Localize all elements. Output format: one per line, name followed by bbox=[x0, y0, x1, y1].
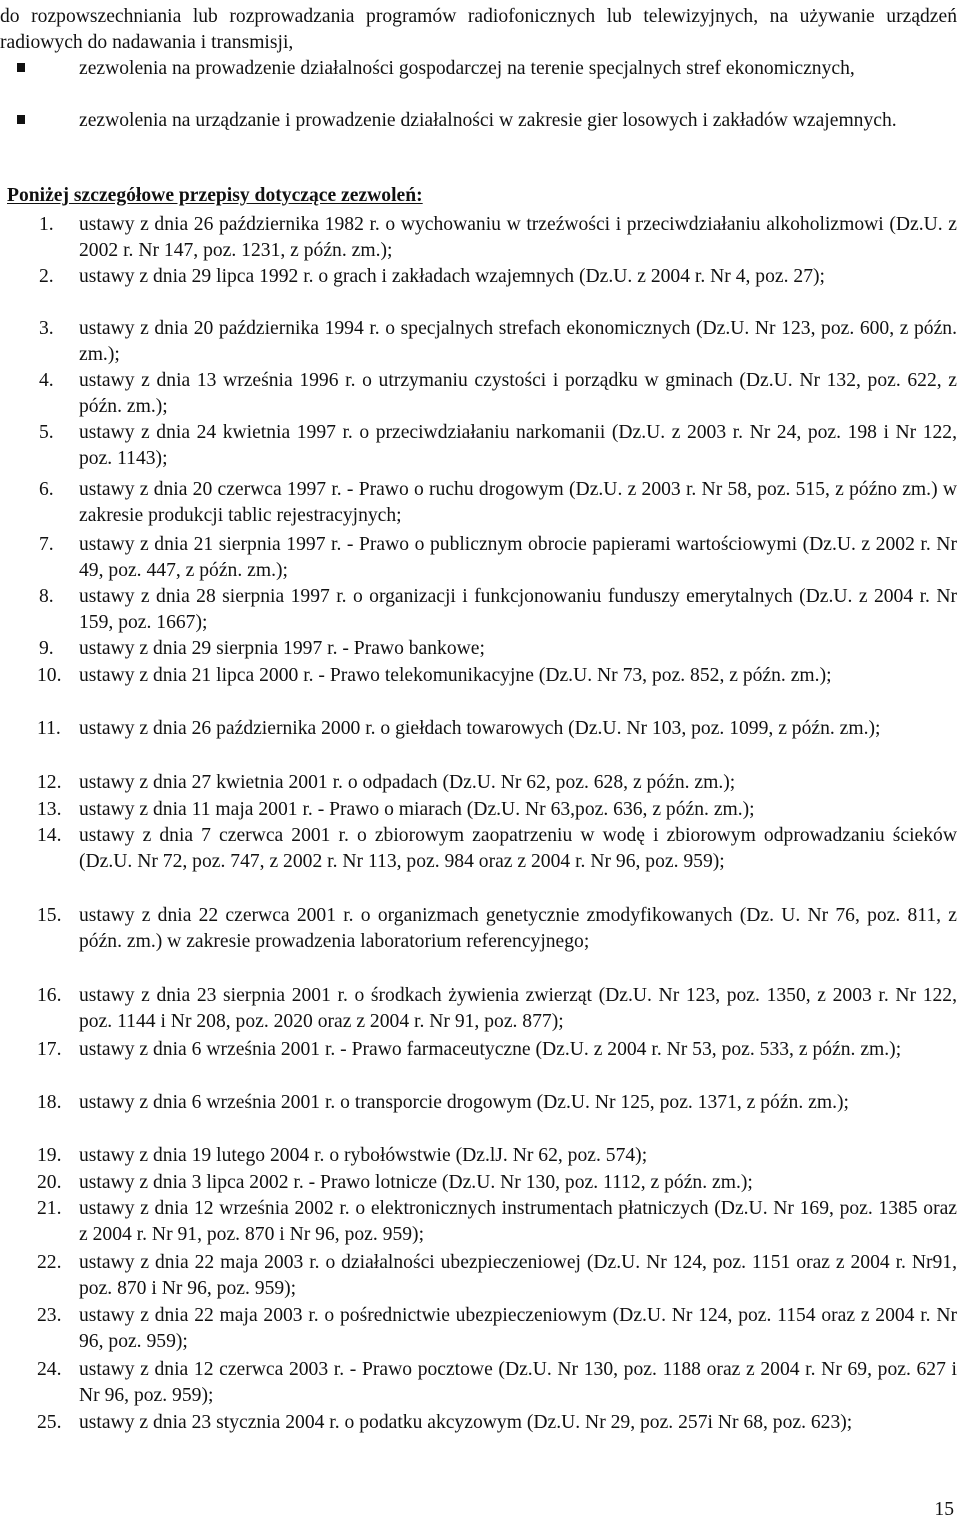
item-number: 10. bbox=[37, 665, 62, 686]
item-text: ustawy z dnia 20 czerwca 1997 r. - Prawo o ruchu drogowym (Dz.U. z 2003 r. Nr 58, poz. 515, z późno zm.) w zakresie produkcji tablic rejestracyjnych; bbox=[79, 479, 957, 526]
item-text: ustawy z dnia 22 maja 2003 r. o działalności ubezpieczeniowej (Dz.U. Nr 124, poz. 1151 oraz z 2004 r. Nr91, poz. 870 i Nr 96, poz. 959); bbox=[79, 1252, 957, 1299]
item-text: ustawy z dnia 22 maja 2003 r. o pośrednictwie ubezpieczeniowym (Dz.U. Nr 124, poz. 1154 oraz z 2004 r. Nr 96, poz. 959); bbox=[79, 1305, 957, 1352]
item-text: ustawy z dnia 22 czerwca 2001 r. o organizmach genetycznie zmodyfikowanych (Dz. U. Nr 76, poz. 811, z późn. zm.) w zakresie prowadzenia laboratorium referencyjnego; bbox=[79, 905, 957, 952]
list-item bbox=[37, 770, 957, 796]
item-text: ustawy z dnia 21 lipca 2000 r. - Prawo telekomunikacyjne (Dz.U. Nr 73, poz. 852, z późn. zm.); bbox=[79, 665, 832, 686]
item-text: ustawy z dnia 28 sierpnia 1997 r. o organizacji i funkcjonowaniu funduszy emerytalnych (Dz.U. z 2004 r. Nr 159, poz. 1667); bbox=[79, 586, 957, 633]
item-number: 16. bbox=[37, 985, 62, 1006]
item-text: ustawy z dnia 7 czerwca 2001 r. o zbiorowym zaopatrzeniu w wodę i zbiorowym odprowadzaniu ścieków (Dz.U. Nr 72, poz. 747, z 2002 r. Nr 113, poz. 984 oraz z 2004 r. Nr 96, poz. 959); bbox=[79, 825, 957, 872]
page-number: 15 bbox=[934, 1499, 954, 1520]
item-text: ustawy z dnia 24 kwietnia 1997 r. o przeciwdziałaniu narkomanii (Dz.U. z 2003 r. Nr 24, poz. 198 i Nr 122, poz. 1143); bbox=[79, 422, 957, 469]
list-item bbox=[39, 212, 957, 264]
item-number: 18. bbox=[37, 1092, 62, 1113]
item-number: 11. bbox=[37, 718, 61, 739]
bullet-item bbox=[79, 56, 957, 82]
item-number: 17. bbox=[37, 1039, 62, 1060]
item-text: ustawy z dnia 29 lipca 1992 r. o grach i zakładach wzajemnych (Dz.U. z 2004 r. Nr 4, poz. 27); bbox=[79, 266, 825, 287]
list-item bbox=[37, 903, 957, 955]
item-text: ustawy z dnia 6 września 2001 r. o transporcie drogowym (Dz.U. Nr 125, poz. 1371, z późn. zm.); bbox=[79, 1092, 849, 1113]
item-number: 12. bbox=[37, 772, 62, 793]
list-item bbox=[37, 1196, 957, 1248]
list-item bbox=[37, 1303, 957, 1355]
item-text: ustawy z dnia 19 lutego 2004 r. o rybołówstwie (Dz.lJ. Nr 62, poz. 574); bbox=[79, 1145, 648, 1166]
item-text: ustawy z dnia 27 kwietnia 2001 r. o odpadach (Dz.U. Nr 62, poz. 628, z późn. zm.); bbox=[79, 772, 736, 793]
list-item bbox=[37, 1090, 957, 1116]
item-number: 8. bbox=[39, 586, 54, 607]
list-item bbox=[39, 636, 957, 662]
list-item bbox=[37, 983, 957, 1035]
list-item bbox=[37, 1143, 957, 1169]
item-number: 3. bbox=[39, 318, 54, 339]
square-bullet-icon bbox=[17, 63, 25, 72]
bullet-text: zezwolenia na prowadzenie działalności gospodarczej na terenie specjalnych stref ekonomicznych, bbox=[79, 58, 855, 79]
list-item bbox=[39, 420, 957, 472]
list-item bbox=[39, 477, 957, 529]
item-number: 23. bbox=[37, 1305, 62, 1326]
list-item bbox=[39, 532, 957, 584]
list-item bbox=[37, 716, 957, 742]
item-number: 5. bbox=[39, 422, 54, 443]
list-item bbox=[39, 264, 957, 290]
list-item bbox=[37, 1037, 957, 1063]
item-text: ustawy z dnia 12 września 2002 r. o elektronicznych instrumentach płatniczych (Dz.U. Nr 169, poz. 1385 oraz z 2004 r. Nr 91, poz. 870 i Nr 96, poz. 959); bbox=[79, 1198, 957, 1245]
item-text: ustawy z dnia 3 lipca 2002 r. - Prawo lotnicze (Dz.U. Nr 130, poz. 1112, z późn. zm.); bbox=[79, 1172, 753, 1193]
item-text: ustawy z dnia 23 sierpnia 2001 r. o środkach żywienia zwierząt (Dz.U. Nr 123, poz. 1350, z 2003 r. Nr 122, poz. 1144 i Nr 208, poz. 2020 oraz z 2004 r. Nr 91, poz. 877); bbox=[79, 985, 957, 1032]
list-item bbox=[37, 1410, 957, 1436]
item-text: ustawy z dnia 26 października 2000 r. o giełdach towarowych (Dz.U. Nr 103, poz. 1099, z późn. zm.); bbox=[79, 718, 881, 739]
intro-continuation-text: do rozpowszechniania lub rozprowadzania programów radiofonicznych lub telewizyjnych, na używanie urządzeń radiowych do nadawania i transmisji, bbox=[0, 6, 957, 53]
item-number: 4. bbox=[39, 370, 54, 391]
section-heading: Poniżej szczegółowe przepisy dotyczące zezwoleń: bbox=[7, 185, 423, 206]
item-number: 2. bbox=[39, 266, 54, 287]
item-number: 21. bbox=[37, 1198, 62, 1219]
list-item bbox=[37, 823, 957, 875]
list-item bbox=[37, 1357, 957, 1409]
item-number: 14. bbox=[37, 825, 62, 846]
item-number: 15. bbox=[37, 905, 62, 926]
item-number: 22. bbox=[37, 1252, 62, 1273]
list-item bbox=[37, 1250, 957, 1302]
item-number: 6. bbox=[39, 479, 54, 500]
square-bullet-icon bbox=[17, 115, 25, 124]
item-number: 19. bbox=[37, 1145, 62, 1166]
list-item bbox=[37, 797, 957, 823]
item-number: 1. bbox=[39, 214, 54, 235]
item-text: ustawy z dnia 23 stycznia 2004 r. o podatku akcyzowym (Dz.U. Nr 29, poz. 257i Nr 68, poz. 623); bbox=[79, 1412, 853, 1433]
list-item bbox=[39, 584, 957, 636]
bullet-item bbox=[79, 108, 957, 134]
list-item bbox=[37, 1170, 957, 1196]
item-text: ustawy z dnia 13 września 1996 r. o utrzymaniu czystości i porządku w gminach (Dz.U. Nr 132, poz. 622, z późn. zm.); bbox=[79, 370, 957, 417]
item-number: 13. bbox=[37, 799, 62, 820]
item-number: 9. bbox=[39, 638, 54, 659]
item-text: ustawy z dnia 12 czerwca 2003 r. - Prawo pocztowe (Dz.U. Nr 130, poz. 1188 oraz z 2004 r. Nr 69, poz. 627 i Nr 96, poz. 959); bbox=[79, 1359, 957, 1406]
item-text: ustawy z dnia 11 maja 2001 r. - Prawo o miarach (Dz.U. Nr 63,poz. 636, z późn. zm.); bbox=[79, 799, 755, 820]
list-item bbox=[37, 663, 957, 689]
list-item bbox=[39, 368, 957, 420]
bullet-text: zezwolenia na urządzanie i prowadzenie działalności w zakresie gier losowych i zakładów wzajemnych. bbox=[79, 110, 897, 131]
item-text: ustawy z dnia 29 sierpnia 1997 r. - Prawo bankowe; bbox=[79, 638, 485, 659]
item-text: ustawy z dnia 21 sierpnia 1997 r. - Prawo o publicznym obrocie papierami wartościowymi (Dz.U. z 2002 r. Nr 49, poz. 447, z późn. zm.); bbox=[79, 534, 957, 581]
item-text: ustawy z dnia 26 października 1982 r. o wychowaniu w trzeźwości i przeciwdziałaniu alkoholizmowi (Dz.U. z 2002 r. Nr 147, poz. 1231, z późn. zm.); bbox=[79, 214, 957, 261]
item-number: 20. bbox=[37, 1172, 62, 1193]
item-text: ustawy z dnia 20 października 1994 r. o specjalnych strefach ekonomicznych (Dz.U. Nr 123, poz. 600, z późn. zm.); bbox=[79, 318, 957, 365]
item-number: 25. bbox=[37, 1412, 62, 1433]
list-item bbox=[39, 316, 957, 368]
item-number: 7. bbox=[39, 534, 54, 555]
item-number: 24. bbox=[37, 1359, 62, 1380]
item-text: ustawy z dnia 6 września 2001 r. - Prawo farmaceutyczne (Dz.U. z 2004 r. Nr 53, poz. 533, z późn. zm.); bbox=[79, 1039, 902, 1060]
